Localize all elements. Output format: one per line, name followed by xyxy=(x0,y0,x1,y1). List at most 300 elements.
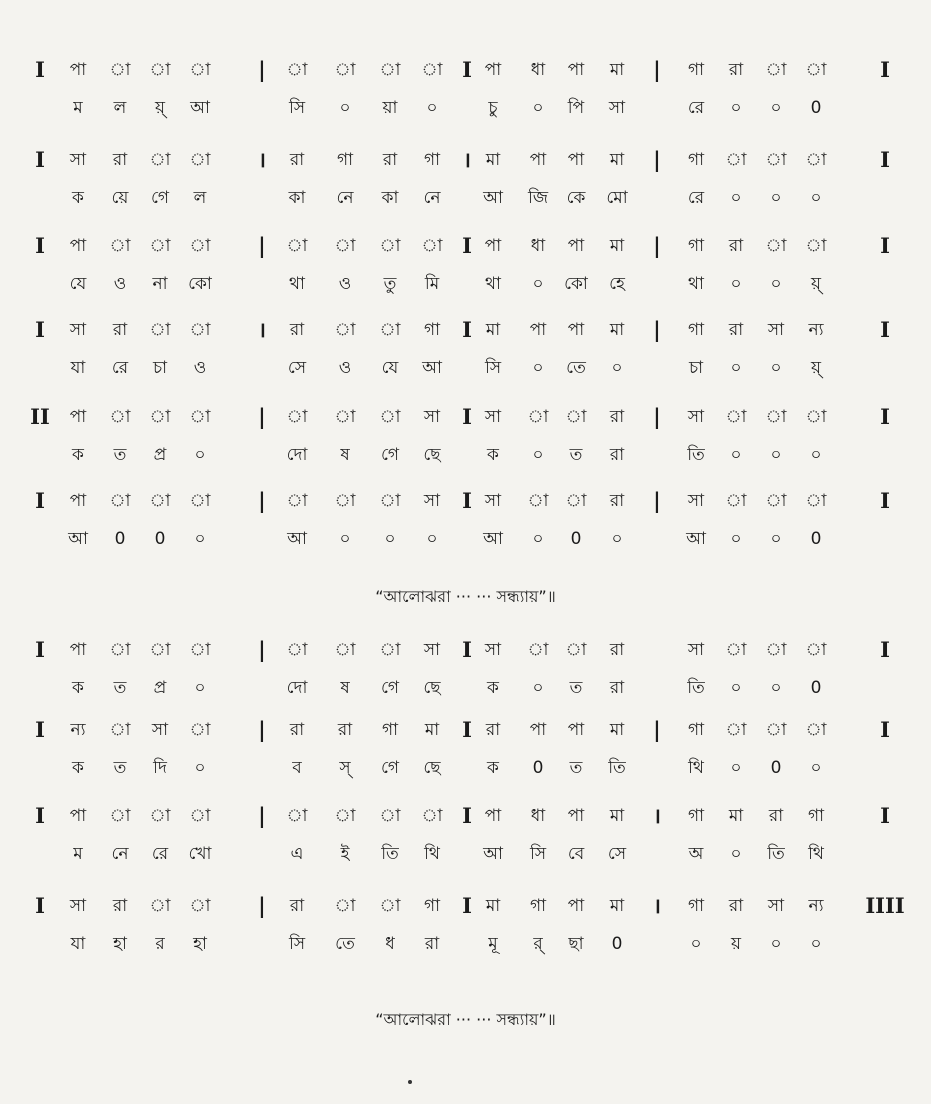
bar-line: I xyxy=(880,233,890,258)
swara-cell: রা xyxy=(609,407,625,427)
swara-cell: পা xyxy=(484,806,502,826)
lyric-cell: ০ xyxy=(426,529,438,549)
lyric-cell: চা xyxy=(688,358,704,378)
lyric-cell: যা xyxy=(70,934,86,954)
lyric-cell: স্ xyxy=(339,758,351,778)
lyric-cell: ০ xyxy=(770,274,782,294)
swara-cell: পা xyxy=(567,236,585,256)
lyric-cell: ক xyxy=(72,445,84,465)
swara-cell: গা xyxy=(807,806,825,826)
swara-cell: মা xyxy=(485,896,501,916)
lyric-cell: ০ xyxy=(730,98,742,118)
lyric-cell: ০ xyxy=(532,358,544,378)
lyric-cell: ০ xyxy=(730,758,742,778)
swara-cell: া xyxy=(565,491,587,511)
lyric-cell: কো xyxy=(188,274,212,294)
lyric-cell: ব xyxy=(292,758,302,778)
swara-cell: া xyxy=(189,720,211,740)
lyric-cell: ম xyxy=(73,844,83,864)
bar-line: I xyxy=(35,803,45,828)
swara-row xyxy=(0,630,931,670)
swara-cell: গা xyxy=(687,806,705,826)
lyric-cell: আ xyxy=(483,844,503,864)
swara-cell: া xyxy=(189,407,211,427)
lyric-cell: থা xyxy=(289,274,305,294)
lyric-cell: ০ xyxy=(194,758,206,778)
bar-line: I xyxy=(880,803,890,828)
bar-line: | xyxy=(258,57,266,82)
lyric-cell: ০ xyxy=(532,274,544,294)
lyric-cell: পি xyxy=(567,98,585,118)
swara-cell: া xyxy=(421,806,443,826)
swara-cell: া xyxy=(765,640,787,660)
swara-cell: া xyxy=(765,236,787,256)
swara-cell: সা xyxy=(687,491,705,511)
lyric-row xyxy=(0,88,931,128)
swara-cell: া xyxy=(805,60,827,80)
bar-line: | xyxy=(653,147,661,172)
swara-cell: া xyxy=(379,896,401,916)
lyric-cell: মূ xyxy=(488,934,498,954)
swara-cell: পা xyxy=(69,60,87,80)
swara-cell: পা xyxy=(567,806,585,826)
lyric-cell: থা xyxy=(688,274,704,294)
swara-cell: মা xyxy=(609,60,625,80)
lyric-cell: ছে xyxy=(423,445,441,465)
lyric-cell: হা xyxy=(193,934,207,954)
swara-cell: া xyxy=(149,150,171,170)
swara-cell: া xyxy=(334,491,356,511)
lyric-cell: ০ xyxy=(532,445,544,465)
bar-line: IIII xyxy=(865,893,905,918)
bar-line: I xyxy=(462,57,472,82)
lyric-row xyxy=(0,178,931,218)
swara-cell: া xyxy=(149,491,171,511)
swara-cell: া xyxy=(286,407,308,427)
lyric-cell: তি xyxy=(608,758,626,778)
swara-row xyxy=(0,397,931,437)
lyric-cell: রা xyxy=(609,678,625,698)
lyric-cell: 0 xyxy=(810,678,822,698)
lyric-cell: রে xyxy=(111,358,129,378)
swara-cell: া xyxy=(379,60,401,80)
notation-block xyxy=(0,630,931,720)
lyric-cell: তি xyxy=(767,844,785,864)
lyric-cell: থি xyxy=(808,844,824,864)
swara-cell: রা xyxy=(485,720,501,740)
lyric-cell: তি xyxy=(687,445,705,465)
swara-cell: া xyxy=(189,236,211,256)
swara-cell: সা xyxy=(423,640,441,660)
lyric-cell: ই xyxy=(340,844,350,864)
lyric-cell: ক xyxy=(487,678,499,698)
swara-cell: মা xyxy=(609,720,625,740)
swara-cell: া xyxy=(149,407,171,427)
lyric-cell: যে xyxy=(69,274,87,294)
bar-line: | xyxy=(258,637,266,662)
swara-row xyxy=(0,481,931,521)
lyric-cell: তে xyxy=(335,934,355,954)
bar-line: । xyxy=(258,317,266,342)
lyric-cell: ০ xyxy=(532,678,544,698)
lyric-cell: আ xyxy=(287,529,307,549)
lyric-cell: ০ xyxy=(730,358,742,378)
bar-line: I xyxy=(462,233,472,258)
swara-cell: া xyxy=(805,236,827,256)
lyric-cell: ০ xyxy=(384,529,396,549)
lyric-cell: রা xyxy=(609,445,625,465)
swara-cell: মা xyxy=(424,720,440,740)
lyric-cell: সে xyxy=(607,844,627,864)
swara-row xyxy=(0,710,931,750)
notation-block xyxy=(0,226,931,316)
swara-cell: মা xyxy=(609,896,625,916)
lyric-cell: ০ xyxy=(730,678,742,698)
lyric-cell: ০ xyxy=(730,445,742,465)
lyric-cell: য়া xyxy=(382,98,398,118)
lyric-cell: ০ xyxy=(532,529,544,549)
lyric-cell: ষ xyxy=(340,445,350,465)
swara-cell: গা xyxy=(529,896,547,916)
swara-cell: সা xyxy=(687,407,705,427)
swara-cell: গা xyxy=(336,150,354,170)
swara-cell: া xyxy=(805,150,827,170)
lyric-cell: ত xyxy=(113,445,127,465)
swara-cell: া xyxy=(725,640,747,660)
swara-cell: া xyxy=(334,320,356,340)
lyric-cell: ০ xyxy=(730,844,742,864)
swara-cell: রা xyxy=(112,896,128,916)
swara-cell: া xyxy=(527,640,549,660)
lyric-cell: ক xyxy=(72,758,84,778)
swara-cell: া xyxy=(725,720,747,740)
lyric-cell: ল xyxy=(113,98,127,118)
lyric-cell: সি xyxy=(529,844,547,864)
lyric-cell: ম xyxy=(73,98,83,118)
lyric-cell: নে xyxy=(111,844,129,864)
swara-cell: রা xyxy=(289,150,305,170)
lyric-cell: রে xyxy=(151,844,169,864)
lyric-cell: আ xyxy=(422,358,442,378)
bar-line: | xyxy=(258,233,266,258)
lyric-cell: ত xyxy=(113,758,127,778)
swara-cell: ন্য xyxy=(70,720,86,740)
swara-cell: রা xyxy=(112,150,128,170)
lyric-cell: গে xyxy=(380,678,400,698)
lyric-cell: ০ xyxy=(770,678,782,698)
swara-cell: া xyxy=(109,407,131,427)
lyric-cell: না xyxy=(152,274,168,294)
swara-cell: া xyxy=(286,806,308,826)
notation-block xyxy=(0,886,931,976)
lyric-cell: 0 xyxy=(810,98,822,118)
swara-cell: রা xyxy=(728,896,744,916)
swara-cell: া xyxy=(805,407,827,427)
bar-line: । xyxy=(653,803,661,828)
bar-line: I xyxy=(462,488,472,513)
bar-line: | xyxy=(653,317,661,342)
swara-cell: সা xyxy=(423,407,441,427)
lyric-row xyxy=(0,748,931,788)
swara-cell: পা xyxy=(567,720,585,740)
swara-cell: া xyxy=(379,491,401,511)
swara-cell: া xyxy=(527,407,549,427)
lyric-cell: য়্ xyxy=(810,274,821,294)
lyric-cell: কা xyxy=(381,188,399,208)
lyric-cell: ০ xyxy=(339,98,351,118)
swara-cell: া xyxy=(189,491,211,511)
swara-cell: া xyxy=(109,236,131,256)
lyric-cell: ০ xyxy=(730,274,742,294)
swara-cell: রা xyxy=(289,896,305,916)
lyric-cell: রে xyxy=(687,98,705,118)
bar-line: I xyxy=(35,233,45,258)
swara-cell: া xyxy=(379,236,401,256)
swara-cell: া xyxy=(109,491,131,511)
bar-line: I xyxy=(880,488,890,513)
swara-cell: মা xyxy=(609,150,625,170)
swara-cell: সা xyxy=(423,491,441,511)
lyric-cell: ০ xyxy=(770,98,782,118)
swara-cell: মা xyxy=(485,320,501,340)
swara-cell: ধা xyxy=(530,60,546,80)
lyric-cell: তু xyxy=(383,274,397,294)
bar-line: | xyxy=(258,488,266,513)
bar-line: I xyxy=(35,488,45,513)
lyric-cell: ০ xyxy=(426,98,438,118)
swara-cell: া xyxy=(565,640,587,660)
lyric-cell: ০ xyxy=(611,529,623,549)
lyric-cell: থি xyxy=(424,844,440,864)
swara-row xyxy=(0,310,931,350)
swara-cell: া xyxy=(565,407,587,427)
bar-line: I xyxy=(462,893,472,918)
lyric-cell: ০ xyxy=(810,445,822,465)
lyric-cell: নে xyxy=(336,188,354,208)
lyric-cell: ০ xyxy=(690,934,702,954)
swara-cell: া xyxy=(765,60,787,80)
swara-cell: া xyxy=(765,491,787,511)
swara-cell: া xyxy=(805,720,827,740)
lyric-cell: ত xyxy=(569,445,583,465)
lyric-cell: ও xyxy=(338,358,352,378)
bar-line: I xyxy=(35,147,45,172)
lyric-cell: গে xyxy=(380,445,400,465)
lyric-cell: সে xyxy=(287,358,307,378)
swara-cell: গা xyxy=(687,320,705,340)
swara-row xyxy=(0,886,931,926)
lyric-cell: ০ xyxy=(810,758,822,778)
swara-cell: া xyxy=(109,60,131,80)
lyric-row xyxy=(0,519,931,559)
lyric-cell: 0 xyxy=(770,758,782,778)
swara-cell: ন্য xyxy=(808,896,824,916)
bar-line: | xyxy=(258,404,266,429)
lyric-cell: ত xyxy=(569,758,583,778)
swara-cell: সা xyxy=(69,896,87,916)
swara-cell: া xyxy=(109,806,131,826)
lyric-row xyxy=(0,264,931,304)
lyric-cell: প্র xyxy=(153,678,167,698)
swara-cell: া xyxy=(334,640,356,660)
lyric-cell: তি xyxy=(687,678,705,698)
notation-block xyxy=(0,397,931,487)
lyric-row xyxy=(0,348,931,388)
swara-cell: পা xyxy=(567,896,585,916)
lyric-cell: হে xyxy=(609,274,625,294)
swara-cell: গা xyxy=(687,720,705,740)
lyric-cell: ও xyxy=(113,274,127,294)
lyric-cell: ০ xyxy=(810,934,822,954)
swara-cell: রা xyxy=(728,60,744,80)
lyric-cell: ০ xyxy=(770,358,782,378)
lyric-cell: অ xyxy=(688,844,704,864)
swara-cell: পা xyxy=(69,407,87,427)
swara-cell: পা xyxy=(567,320,585,340)
bar-line: | xyxy=(653,233,661,258)
swara-cell: া xyxy=(725,491,747,511)
swara-cell: সা xyxy=(69,150,87,170)
swara-cell: া xyxy=(149,236,171,256)
bar-line: | xyxy=(653,404,661,429)
lyric-cell: মি xyxy=(424,274,440,294)
swara-cell: া xyxy=(334,896,356,916)
lyric-cell: রা xyxy=(424,934,440,954)
swara-cell: পা xyxy=(529,150,547,170)
swara-cell: সা xyxy=(767,896,785,916)
swara-cell: পা xyxy=(529,320,547,340)
bar-line: I xyxy=(462,317,472,342)
swara-cell: রা xyxy=(337,720,353,740)
swara-cell: গা xyxy=(687,150,705,170)
page-speck xyxy=(408,1080,412,1084)
swara-cell: া xyxy=(334,236,356,256)
swara-cell: া xyxy=(286,491,308,511)
lyric-cell: দো xyxy=(286,678,308,698)
swara-row xyxy=(0,226,931,266)
lyric-cell: গে xyxy=(380,758,400,778)
swara-cell: া xyxy=(379,320,401,340)
lyric-cell: ০ xyxy=(770,188,782,208)
swara-cell: পা xyxy=(484,236,502,256)
lyric-cell: ছে xyxy=(423,678,441,698)
refrain-line: “আলোঝরা ··· ··· সন্ধ্যায়”॥ xyxy=(375,587,556,606)
lyric-cell: তে xyxy=(566,358,586,378)
swara-cell: সা xyxy=(767,320,785,340)
lyric-cell: র xyxy=(155,934,165,954)
lyric-cell: থি xyxy=(688,758,704,778)
swara-cell: রা xyxy=(382,150,398,170)
swara-cell: সা xyxy=(484,491,502,511)
lyric-cell: থা xyxy=(485,274,501,294)
bar-line: I xyxy=(35,317,45,342)
bar-line: I xyxy=(880,57,890,82)
swara-cell: া xyxy=(149,640,171,660)
swara-cell: া xyxy=(149,60,171,80)
bar-line: I xyxy=(880,404,890,429)
lyric-cell: ০ xyxy=(339,529,351,549)
lyric-cell: ক xyxy=(72,678,84,698)
lyric-cell: প্র xyxy=(153,445,167,465)
swara-cell: া xyxy=(334,806,356,826)
lyric-cell: রে xyxy=(687,188,705,208)
swara-cell: মা xyxy=(728,806,744,826)
lyric-cell: নে xyxy=(423,188,441,208)
lyric-cell: ক xyxy=(487,445,499,465)
lyric-cell: গে xyxy=(150,188,170,208)
lyric-cell: আ xyxy=(483,188,503,208)
swara-cell: া xyxy=(725,150,747,170)
bar-line: I xyxy=(880,317,890,342)
bar-line: I xyxy=(35,717,45,742)
swara-cell: া xyxy=(189,320,211,340)
lyric-cell: 0 xyxy=(611,934,623,954)
lyric-row xyxy=(0,834,931,874)
bar-line: | xyxy=(258,893,266,918)
swara-cell: পা xyxy=(69,236,87,256)
swara-cell: া xyxy=(189,806,211,826)
swara-cell: রা xyxy=(289,320,305,340)
lyric-cell: ক xyxy=(72,188,84,208)
lyric-cell: হা xyxy=(113,934,127,954)
lyric-cell: ত xyxy=(113,678,127,698)
lyric-cell: দো xyxy=(286,445,308,465)
lyric-cell: 0 xyxy=(810,529,822,549)
swara-cell: রা xyxy=(768,806,784,826)
lyric-cell: কো xyxy=(564,274,588,294)
lyric-cell: ০ xyxy=(770,529,782,549)
lyric-cell: য়্ xyxy=(154,98,165,118)
swara-cell: সা xyxy=(484,407,502,427)
lyric-row xyxy=(0,924,931,964)
lyric-cell: ও xyxy=(193,358,207,378)
lyric-cell: ০ xyxy=(770,445,782,465)
swara-row xyxy=(0,140,931,180)
swara-cell: মা xyxy=(609,806,625,826)
swara-cell: া xyxy=(109,720,131,740)
lyric-cell: আ xyxy=(68,529,88,549)
bar-line: । xyxy=(653,893,661,918)
swara-cell: া xyxy=(379,806,401,826)
swara-cell: গা xyxy=(423,896,441,916)
swara-cell: া xyxy=(765,720,787,740)
swara-cell: গা xyxy=(687,896,705,916)
lyric-cell: ও xyxy=(338,274,352,294)
lyric-cell: ০ xyxy=(611,358,623,378)
lyric-row xyxy=(0,435,931,475)
swara-row xyxy=(0,50,931,90)
lyric-row xyxy=(0,668,931,708)
lyric-cell: বে xyxy=(567,844,585,864)
lyric-cell: 0 xyxy=(114,529,126,549)
swara-cell: া xyxy=(527,491,549,511)
lyric-cell: দি xyxy=(153,758,167,778)
lyric-cell: ০ xyxy=(194,678,206,698)
swara-cell: সা xyxy=(69,320,87,340)
lyric-cell: যা xyxy=(70,358,86,378)
lyric-cell: ০ xyxy=(810,188,822,208)
bar-line: I xyxy=(880,637,890,662)
swara-cell: া xyxy=(149,320,171,340)
lyric-cell: ছে xyxy=(423,758,441,778)
swara-cell: া xyxy=(189,896,211,916)
bar-line: I xyxy=(462,803,472,828)
swara-cell: পা xyxy=(529,720,547,740)
lyric-cell: আ xyxy=(483,529,503,549)
bar-line: I xyxy=(462,717,472,742)
swara-cell: পা xyxy=(567,60,585,80)
swara-cell: রা xyxy=(609,640,625,660)
